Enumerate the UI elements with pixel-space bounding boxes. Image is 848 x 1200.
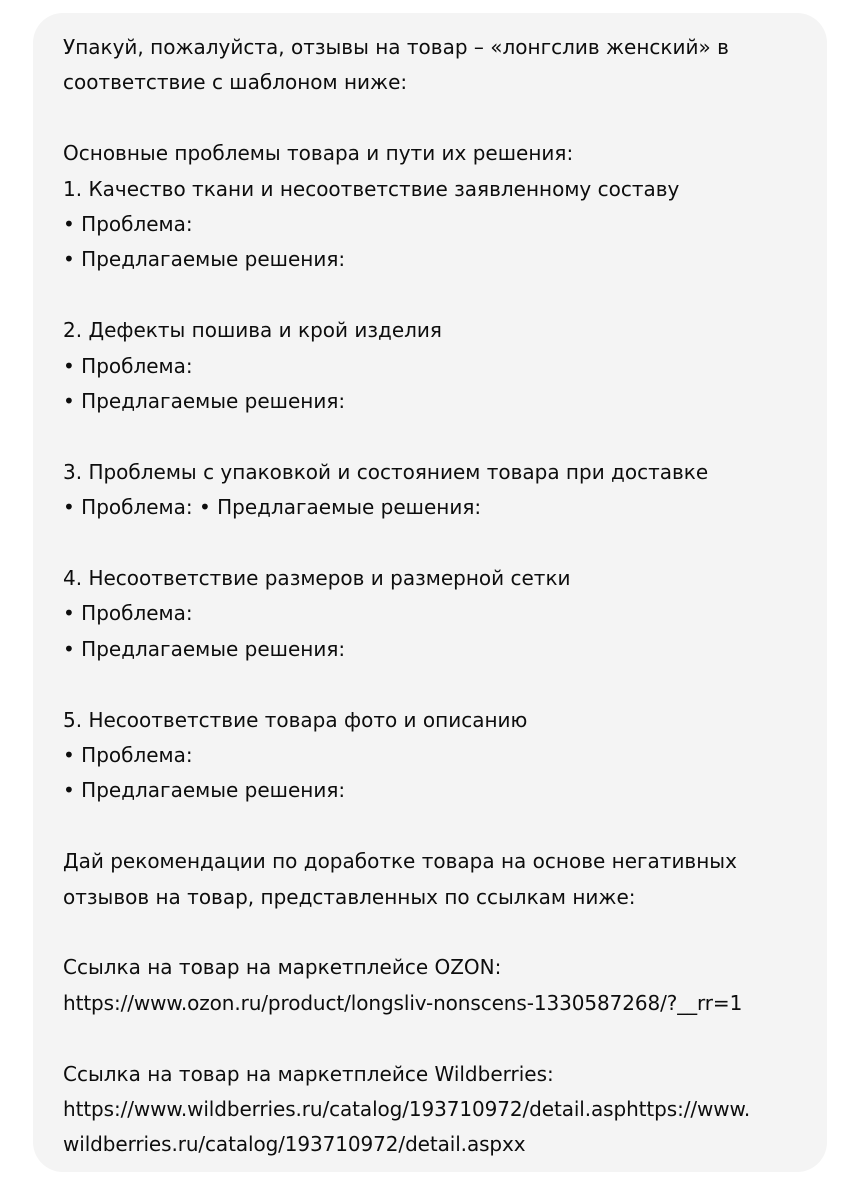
wildberries-link-label: Ссылка на товар на маркетплейсе Wildberries: xyxy=(63,1061,554,1086)
spacer xyxy=(63,667,807,702)
spacer xyxy=(63,419,807,454)
spacer xyxy=(63,915,807,950)
ozon-link-label: Ссылка на товар на маркетплейсе OZON: xyxy=(63,955,502,980)
intro-line-1: Упакуй, пожалуйста, отзывы на товар – «лонгслив женский» в xyxy=(63,35,729,59)
section-3-problem-solutions: • Проблема: • Предлагаемые решения: xyxy=(63,495,482,520)
recommend-line-1: Дай рекомендации по доработке товара на основе негативных xyxy=(63,849,737,874)
recommend-line-2: отзывов на товар, представленных по ссылкам ниже: xyxy=(63,884,636,909)
section-5-problem: • Проблема: xyxy=(63,743,193,768)
section-1-title: 1. Качество ткани и несоответствие заявленному составу xyxy=(63,176,680,201)
spacer xyxy=(63,1021,807,1056)
user-message-bubble xyxy=(33,13,827,1172)
spacer xyxy=(63,278,807,313)
wildberries-url-line-2: wildberries.ru/catalog/193710972/detail.aspxx xyxy=(63,1132,526,1157)
section-5-solutions: • Предлагаемые решения: xyxy=(63,778,346,803)
ozon-url: https://www.ozon.ru/product/longsliv-nonscens-1330587268/?__rr=1 xyxy=(63,990,743,1015)
section-1-problem: • Проблема: xyxy=(63,212,193,237)
section-4-solutions: • Предлагаемые решения: xyxy=(63,636,346,661)
template-heading: Основные проблемы товара и пути их решения: xyxy=(63,141,574,166)
section-2-title: 2. Дефекты пошива и крой изделия xyxy=(63,318,442,343)
section-4-title: 4. Несоответствие размеров и размерной сетки xyxy=(63,566,571,591)
section-4-problem: • Проблема: xyxy=(63,601,193,626)
section-2-problem: • Проблема: xyxy=(63,353,193,378)
section-3-title: 3. Проблемы с упаковкой и состоянием товара при доставке xyxy=(63,459,709,484)
spacer xyxy=(63,526,807,561)
wildberries-url-line-1: https://www.wildberries.ru/catalog/193710972/detail.asphttps://www. xyxy=(63,1097,751,1122)
intro-line-2: соответствие с шаблоном ниже: xyxy=(63,70,408,95)
section-2-solutions: • Предлагаемые решения: xyxy=(63,389,346,414)
section-1-solutions: • Предлагаемые решения: xyxy=(63,247,346,272)
section-5-title: 5. Несоответствие товара фото и описанию xyxy=(63,707,528,732)
spacer xyxy=(63,809,807,844)
spacer xyxy=(63,101,807,136)
